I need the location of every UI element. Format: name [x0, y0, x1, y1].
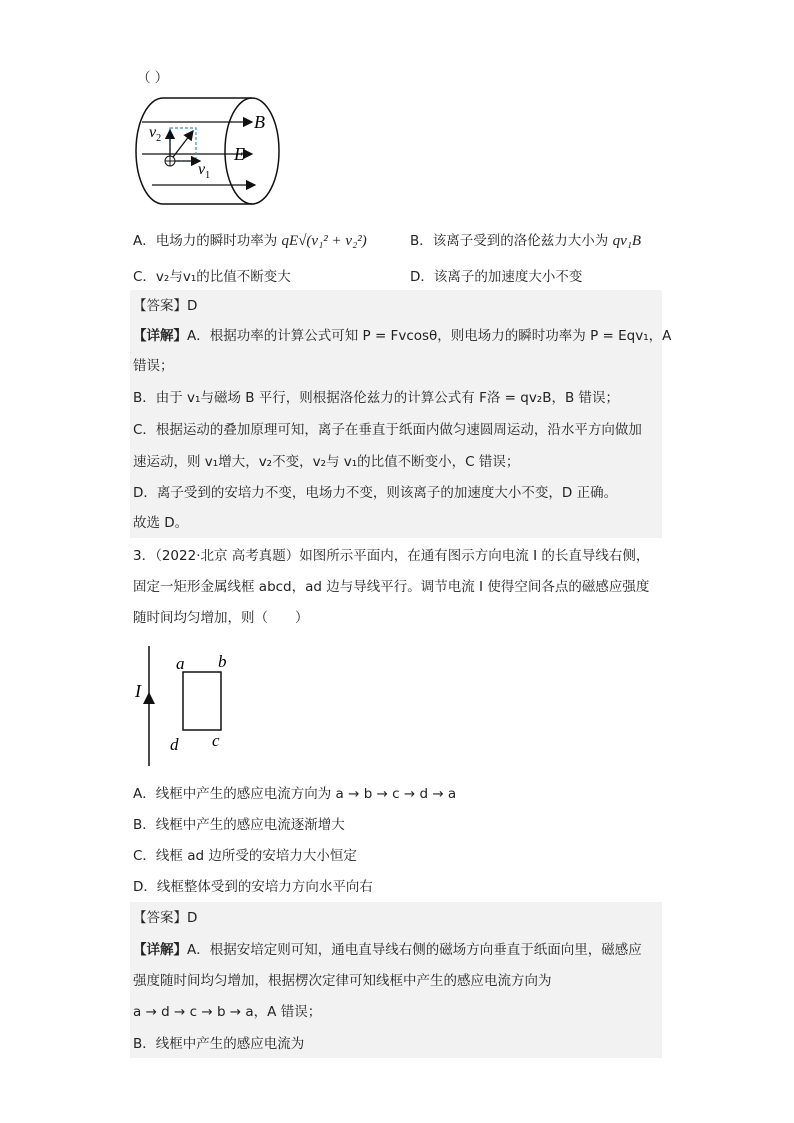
q3-option-b: B．线框中产生的感应电流逐渐增大	[133, 817, 345, 833]
q3-option-c: C．线框 ad 边所受的安培力大小恒定	[133, 848, 357, 864]
q2-detail-2: 错误；	[133, 358, 174, 374]
q3-detail-1: 【详解】A．根据安培定则可知，通电直导线右侧的磁场方向垂直于纸面向里，磁感应	[133, 942, 642, 958]
q3-detail-3: a → d → c → b → a，A 错误；	[133, 1004, 322, 1020]
q2-answer: 【答案】D	[133, 298, 198, 314]
label-B: B	[254, 112, 265, 132]
q2-detail-6: D．离子受到的安培力不变，电场力不变，则该离子的加速度大小不变，D 正确。	[133, 485, 618, 501]
q2-detail-1: 【详解】A．根据功率的计算公式可知 P = Fvcosθ，则电场力的瞬时功率为 P = Eqv₁，A	[133, 328, 672, 344]
label-I: I	[135, 681, 141, 701]
q3-option-d: D．线框整体受到的安培力方向水平向右	[133, 879, 373, 895]
q2-option-a: A．电场力的瞬时功率为 qE√(v₁² + v₂²)	[133, 233, 367, 249]
label-a: a	[176, 654, 185, 673]
label-v2: $v_2$	[149, 124, 162, 144]
label-b: b	[218, 652, 227, 671]
q3-detail-4: B．线框中产生的感应电流为	[133, 1036, 305, 1052]
q2-option-c: C．v₂与v₁的比值不断变大	[133, 269, 291, 285]
q2-detail-4: C．根据运动的叠加原理可知，离子在垂直于纸面内做匀速圆周运动，沿水平方向做加	[133, 422, 642, 438]
q3-option-a: A．线框中产生的感应电流方向为 a → b → c → d → a	[133, 786, 457, 802]
label-c: c	[212, 731, 220, 750]
q2-detail-7: 故选 D。	[133, 515, 189, 531]
wire-frame-figure	[130, 640, 250, 770]
q2-detail-3: B．由于 v₁与磁场 B 平行，则根据洛伦兹力的计算公式有 F洛 = qv₂B，B 错误；	[133, 390, 620, 406]
q3-stem-3: 随时间均匀增加，则（ ）	[133, 610, 309, 626]
q2-detail-5: 速运动，则 v₁增大，v₂不变，v₂与 v₁的比值不断变小，C 错误；	[133, 454, 520, 470]
q3-stem-1: 3．（2022·北京 高考真题）如图所示平面内，在通有图示方向电流 I 的长直导线右侧，	[133, 548, 650, 564]
label-E: E	[234, 144, 245, 164]
q3-answer: 【答案】D	[133, 910, 198, 926]
q3-detail-2: 强度随时间均匀增加，根据楞次定律可知线框中产生的感应电流方向为	[133, 973, 552, 989]
cylinder-field-figure	[130, 92, 290, 212]
q2-option-b: B．该离子受到的洛伦兹力大小为 qv₁B	[410, 233, 642, 249]
label-v1: $v_1$	[198, 161, 211, 181]
q2-option-d: D．该离子的加速度大小不变	[410, 269, 583, 285]
q3-stem-2: 固定一矩形金属线框 abcd，ad 边与导线平行。调节电流 I 使得空间各点的磁感应强度	[133, 579, 650, 595]
label-d: d	[170, 735, 179, 754]
answer-bracket: （ ）	[137, 70, 169, 86]
